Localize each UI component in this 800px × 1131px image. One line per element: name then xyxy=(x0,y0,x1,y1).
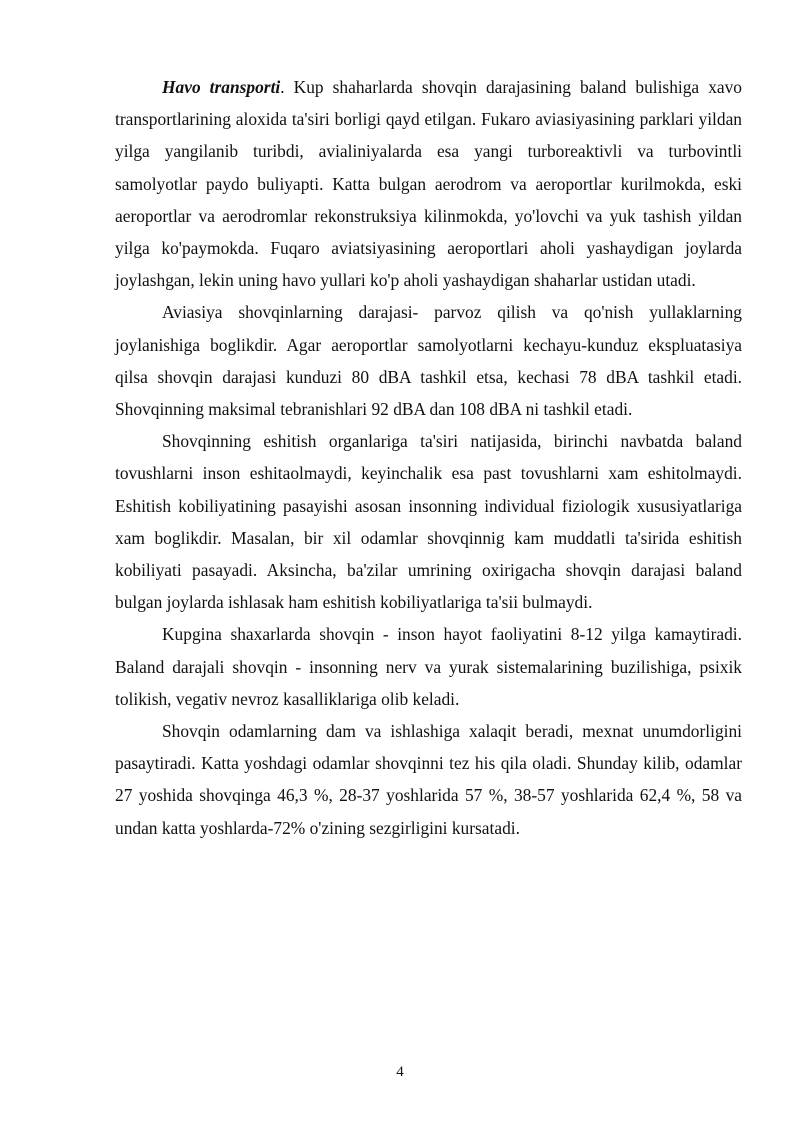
paragraph-hearing-effects: Shovqinning eshitish organlariga ta'siri natijasida, birinchi navbatda baland tovushlarni inson eshitaolmaydi, keyinchalik esa past tovushlarni xam eshitolmaydi. Eshitish kobiliyatining pasayishi asosan insonning individual fiziologik xususiyatlariga xam boglikdir. Masalan, bir xil odamlar shovqinnig kam muddatli ta'sirida eshitish kobiliyati pasayadi. Aksincha, ba'zilar umrining oxirigacha shovqin darajasi baland bulgan joylarda ishlasak ham eshitish kobiliyatlariga ta'sii bulmaydi. xyxy=(115,431,742,613)
paragraph-air-transport xyxy=(115,71,742,296)
section-lead-title: Havo transporti xyxy=(162,77,281,97)
document-body xyxy=(115,71,742,844)
paragraph-life-expectancy: Kupgina shaxarlarda shovqin - inson hayot faoliyatini 8-12 yilga kamaytiradi. Baland darajali shovqin - insonning nerv va yurak sistemalarining buzilishiga, psixik tolikish, vegativ nevroz kasalliklariga olib keladi. xyxy=(115,624,742,709)
page-number: 4 xyxy=(396,1064,404,1080)
paragraph-text: . Kup shaharlarda shovqin darajasining baland bulishiga xavo transportlarining aloxida ta'siri borligi qayd etilgan. Fukaro aviasiyasining parklari yildan yilga yangilanib turibdi, avialiniyalarda esa yangi turboreaktivli va turbovintli samolyotlar paydo buliyapti. Katta bulgan aerodrom va aeroportlar kurilmokda, eski aeroportlar va aerodromlar rekonstruksiya kilinmokda, yo'lovchi va yuk tashish yildan yilga ko'paymokda. Fuqaro aviatsiyasining aeroportlari aholi yashaydigan joylarda joylashgan, lekin uning havo yullari ko'p aholi yashaydigan shaharlar ustidan utadi. xyxy=(115,77,742,291)
paragraph-aviation-noise-levels: Aviasiya shovqinlarning darajasi- parvoz qilish va qo'nish yullaklarning joylanishiga boglikdir. Agar aeroportlar samolyotlarni kechayu-kunduz ekspluatasiya qilsa shovqin darajasi kunduzi 80 dBA tashkil etsa, kechasi 78 dBA tashkil etadi. Shovqinning maksimal tebranishlari 92 dBA dan 108 dBA ni tashkil etadi. xyxy=(115,302,742,420)
paragraph-age-sensitivity: Shovqin odamlarning dam va ishlashiga xalaqit beradi, mexnat unumdorligini pasaytiradi. Katta yoshdagi odamlar shovqinni tez his qila oladi. Shunday kilib, odamlar 27 yoshida shovqinga 46,3 %, 28-37 yoshlarida 57 %, 38-57 yoshlarida 62,4 %, 58 va undan katta yoshlarda-72% o'zining sezgirligini kursatadi. xyxy=(115,721,742,838)
